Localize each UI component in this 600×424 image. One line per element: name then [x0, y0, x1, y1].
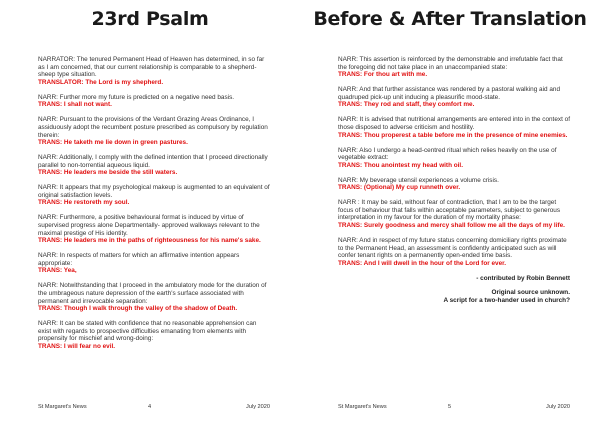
narrator-line: NARR: It appears that my psychological makeup is augmented to an equivalent of original satisfaction levels.: [38, 184, 270, 199]
translator-line: TRANS: I shall not want.: [38, 101, 112, 109]
footer-page-number: 5: [448, 404, 452, 410]
narrator-line: NARR: Also I undergo a head-centred ritual which relies heavily on the use of vegetable extract:: [338, 146, 557, 162]
script-paragraph: [38, 116, 270, 146]
translator-line: TRANS: He restoreth my soul.: [38, 199, 130, 207]
script-paragraph: [38, 154, 270, 177]
script-column: [338, 56, 570, 305]
contributor-credit: - contributed by Robin Bennett: [476, 274, 570, 282]
script-paragraph: [38, 56, 270, 86]
footer-publication: St Margaret's News: [38, 404, 87, 410]
script-paragraph: [338, 86, 570, 109]
script-paragraph: [338, 147, 570, 170]
script-paragraph: [338, 237, 570, 267]
translator-line: TRANSLATOR: The Lord is my shepherd.: [38, 78, 164, 86]
script-paragraph: [38, 252, 270, 275]
narrator-line: NARR: Further more my future is predicted on a negative need basis.: [38, 93, 235, 101]
translator-line: TRANS: For thou art with me.: [338, 71, 428, 79]
narrator-line: NARR: My beverage utensil experiences a volume crisis.: [338, 176, 499, 184]
translator-line: TRANS: Thou anointest my head with oil.: [338, 161, 463, 169]
narrator-line: NARR: And in respect of my future status concerning domiciliary rights proximate to the Permanent Head, an assessment is confidently anticipated such as will confer tenant rights on a permanently open-ended time basis.: [338, 237, 567, 260]
translator-line: TRANS: He leaders me beside the still waters.: [38, 169, 178, 177]
source-note: Original source unknown.: [491, 288, 570, 296]
script-paragraph: [338, 56, 570, 79]
page-title: 23rd Psalm: [91, 8, 209, 30]
translator-line: TRANS: He leaders me in the paths of righteousness for his name's sake.: [38, 237, 261, 245]
script-paragraph: [38, 320, 270, 350]
footer-date: July 2020: [546, 404, 570, 410]
page-title: Before & After Translation: [313, 8, 587, 30]
script-paragraph: [338, 116, 570, 139]
script-paragraph: [38, 184, 270, 207]
translator-line: TRANS: He taketh me lie down in green pastures.: [38, 139, 188, 147]
translator-line: TRANS: Yea,: [38, 267, 77, 275]
narrator-line: NARR: Furthermore, a positive behavioural format is induced by virtue of supervised progress alone Departmentally- approved walkways relevant to the maximal prestige of His identity.: [38, 214, 260, 237]
script-paragraph: [38, 282, 270, 312]
script-paragraph: [38, 94, 270, 109]
narrator-line: NARR: And that further assistance was rendered by a pastoral walking aid and quadruped pick-up unit inducing a pleasurific mood-state.: [338, 86, 561, 101]
script-paragraph: [38, 214, 270, 244]
translator-line: TRANS: Thou properest a table before me in the presence of mine enemies.: [338, 131, 568, 139]
source-question: A script for a two-hander used in church?: [443, 296, 570, 304]
translator-line: TRANS: I will fear no evil.: [38, 342, 116, 350]
narrator-line: NARR: Additionally, I comply with the defined intention that I proceed directionally parallel to non-torrential aqueous liquid.: [38, 154, 268, 169]
narrator-line: NARR: This assertion is reinforced by the demonstrable and irrefutable fact that the foregoing did not take place in an unaccompanied state:: [338, 56, 563, 71]
translator-line: TRANS: Though I walk through the valley of the shadow of Death.: [38, 305, 238, 313]
script-paragraph: [338, 177, 570, 192]
translator-line: TRANS: They rod and staff, they comfort me.: [338, 101, 475, 109]
footer-page-number: 4: [148, 404, 152, 410]
narrator-line: NARR: Pursuant to the provisions of the Verdant Grazing Areas Ordinance, I assiduously adopt the recumbent posture prescribed as compulsory by regulation therein:: [38, 116, 268, 139]
translator-line: TRANS: And I will dwell in the hour of the Lord for ever.: [338, 259, 507, 267]
translator-line: TRANS: Surely goodness and mercy shall follow me all the days of my life.: [338, 222, 565, 230]
narrator-line: NARR: Notwithstanding that I proceed in the ambulatory mode for the duration of the umbrageous nature depression of the earth's surface associated with permanent and irrevocable separation:: [38, 282, 267, 305]
footer-date: July 2020: [246, 404, 270, 410]
footer-publication: St Margaret's News: [338, 404, 387, 410]
narrator-line: NARRATOR: The tenured Permanent Head of Heaven has determined, in so far as I am concerned, that our current relationship is comparable to a shepherd-sheep type situation.: [38, 56, 265, 79]
narrator-line: NARR: It is advised that nutritional arrangements are entered into in the context of those disposed to adverse criticism and hostility.: [338, 116, 570, 131]
script-paragraph: [338, 199, 570, 229]
narrator-line: NARR : It may be said, without fear of contradiction, that I am to be the target focus of behaviour that falls within acceptable parameters, subject to generous interpretation in my favour for the duration of my mortality phase:: [338, 199, 561, 222]
narrator-line: NARR: It can be stated with confidence that no reasonable apprehension can exist with regards to prospective difficulties emanating from elements with propensity for mischief and wrong-doing:: [38, 320, 257, 343]
right-page: [300, 0, 600, 424]
translator-line: TRANS: (Optional) My cup runneth over.: [338, 184, 461, 192]
narrator-line: NARR: In respects of matters for which an affirmative intention appears appropriate:: [38, 252, 240, 267]
script-column: [38, 56, 270, 358]
